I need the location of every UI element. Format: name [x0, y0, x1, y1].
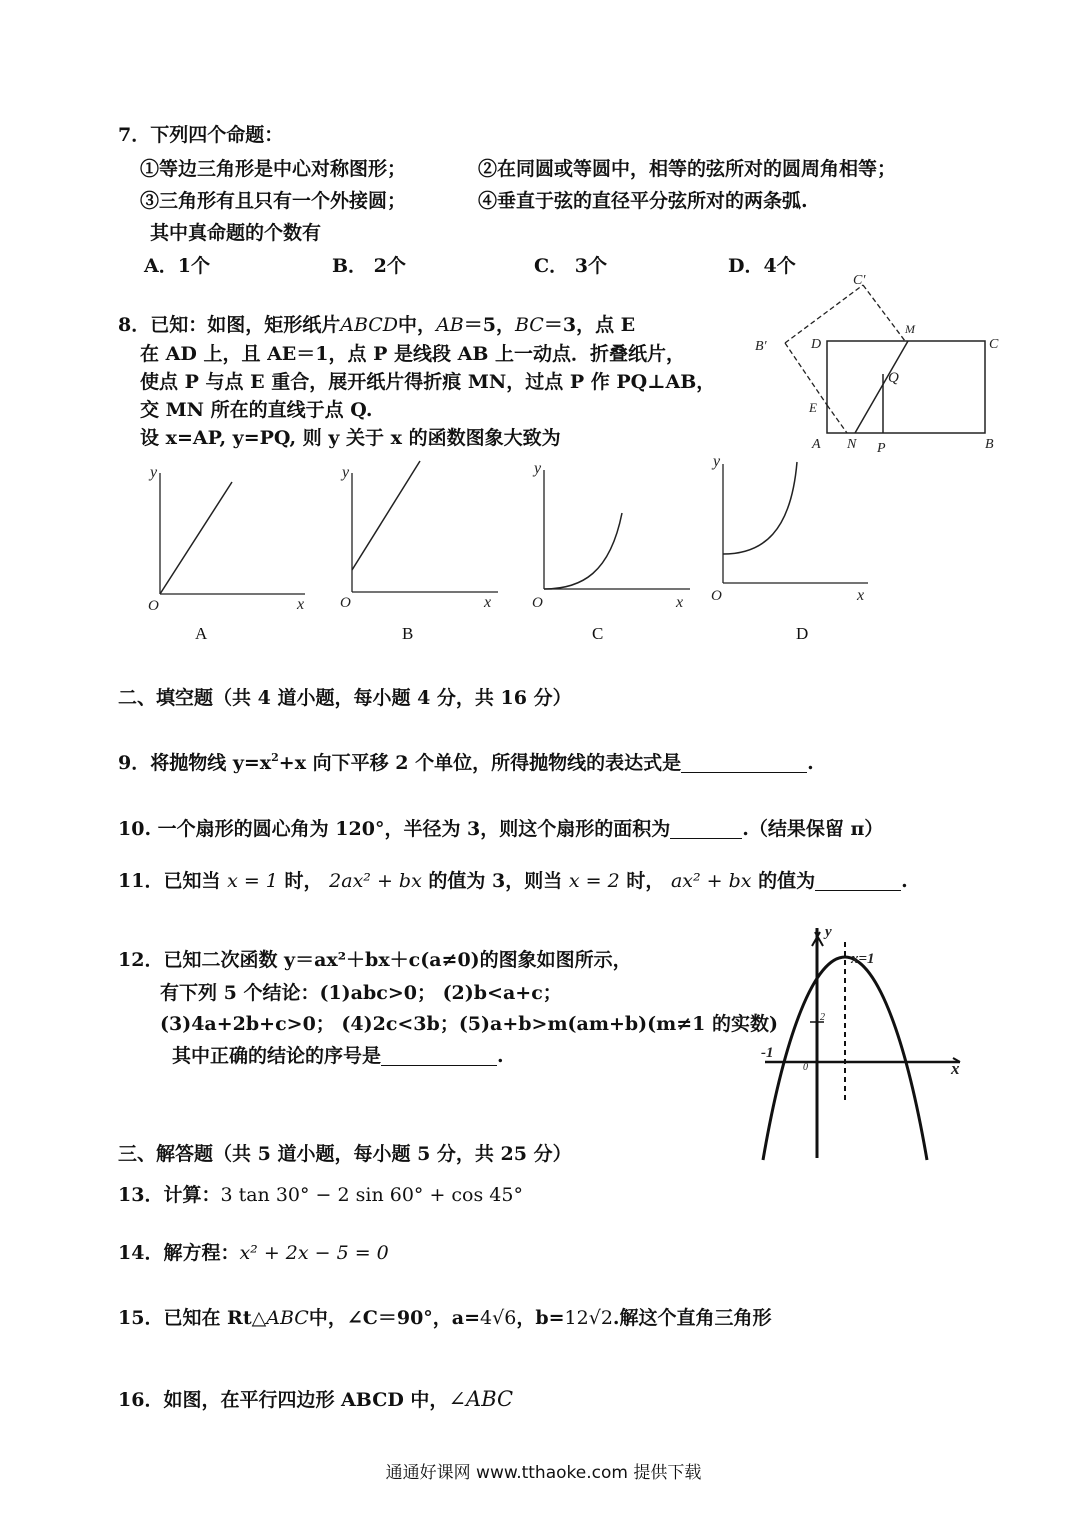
q12-line-3: (3)4a+2b+c>0； (4)2c<3b；(5)a+b>m(am+b)(m≠1 的实数)	[160, 1013, 778, 1035]
q7-proposition-3: ③三角形有且只有一个外接圆；	[140, 190, 407, 212]
x-label: x	[857, 587, 865, 604]
origin-label: O	[148, 598, 159, 614]
q16-text: 16．如图，在平行四边形 ABCD 中，	[118, 1389, 449, 1411]
rectangle-abcd	[827, 341, 985, 433]
q8-bc: BC	[514, 314, 544, 336]
symmetry-label: x=1	[851, 951, 875, 967]
q14-expression: x² + 2x − 5 = 0	[239, 1242, 389, 1264]
fold-edge-right	[863, 285, 905, 341]
q11-end: .	[901, 870, 908, 892]
q16-angle: ∠ABC	[448, 1387, 514, 1411]
y-label: y	[713, 453, 721, 470]
graph-line	[352, 461, 420, 570]
origin-label: O	[340, 595, 351, 611]
q8-line-3: 使点 P 与点 E 重合，展开纸片得折痕 MN，过点 P 作 PQ⊥AB，	[140, 371, 716, 393]
fold-edge-top	[785, 285, 863, 343]
q15-triangle-name: ABC	[266, 1307, 309, 1329]
graph-caption-b: B	[402, 624, 414, 643]
q8-text: 8．已知：如图，矩形纸片	[118, 314, 341, 336]
q8-line-5: 设 x=AP, y=PQ, 则 y 关于 x 的函数图象大致为	[140, 427, 561, 449]
q16	[118, 1389, 513, 1410]
q7-option-b: B． 2个	[332, 255, 406, 277]
label-p: P	[877, 441, 886, 456]
q9-exponent: 2	[271, 751, 279, 764]
q13-expression: 3 tan 30° − 2 sin 60° + cos 45°	[220, 1184, 523, 1206]
graph-curve	[544, 513, 622, 589]
q8-line-2: 在 AD 上，且 AE＝1，点 P 是线段 AB 上一动点．折叠纸片，	[140, 343, 686, 365]
q9-text: +x 向下平移 2 个单位，所得抛物线的表达式是	[278, 752, 682, 774]
label-e: E	[809, 400, 817, 415]
q8-line-1	[118, 316, 635, 335]
q7-option-d: D．4个	[728, 255, 796, 277]
y-axis-label: y	[825, 924, 832, 940]
q8-abcd: ABCD	[340, 314, 399, 336]
q12-line-4	[172, 1047, 504, 1066]
q7-proposition-1: ①等边三角形是中心对称图形；	[140, 158, 407, 180]
q12-line-2: 有下列 5 个结论：(1)abc>0； (2)b<a+c；	[160, 982, 562, 1004]
graph-option-c	[522, 455, 697, 620]
q15-a-value: 4√6	[480, 1307, 517, 1329]
q11-expression-2: ax² + bx	[670, 870, 752, 892]
q7-title: 7．下列四个命题：	[118, 124, 284, 146]
q8-text: ＝5，	[463, 314, 515, 336]
q12-text: 其中正确的结论的序号是	[172, 1045, 382, 1067]
x-label: x	[297, 596, 305, 613]
graph-caption-a: A	[195, 624, 208, 643]
q8-fold-figure	[755, 270, 1005, 460]
y-label: y	[150, 464, 158, 481]
q11-condition-2: x = 2	[568, 870, 620, 892]
graph-option-d	[703, 452, 878, 617]
q10-end: .（结果保留 π）	[742, 818, 884, 840]
two-label: 2	[820, 1012, 825, 1023]
x-label: x	[676, 594, 684, 611]
q15-b-value: 12√2	[564, 1307, 613, 1329]
q11-expression-1: 2ax² + bx	[329, 870, 422, 892]
section-2-heading: 二、填空题（共 4 道小题，每小题 4 分，共 16 分）	[118, 687, 572, 709]
y-label: y	[342, 464, 350, 481]
q9	[118, 751, 814, 774]
q11-text: 11．已知当	[118, 870, 221, 892]
q8-text: 中，	[398, 314, 437, 336]
graph-line	[160, 482, 232, 594]
q9-answer-blank[interactable]	[681, 754, 807, 773]
crease-mn	[855, 341, 908, 433]
q13-label: 13．计算：	[118, 1184, 221, 1206]
x-label: x	[484, 594, 492, 611]
q12-line-1: 12．已知二次函数 y＝ax²＋bx＋c(a≠0)的图象如图所示，	[118, 949, 632, 971]
q10-text: 10. 一个扇形的圆心角为 120°，半径为 3，则这个扇形的面积为	[118, 818, 671, 840]
graph-option-b	[330, 455, 505, 620]
q11-text: 时，	[626, 870, 665, 892]
x-axis-label: x	[951, 1059, 960, 1078]
page-footer: 通通好课网 www.tthaoke.com 提供下载	[385, 1463, 702, 1483]
q15-text: ，b=	[516, 1307, 565, 1329]
q12-answer-blank[interactable]	[381, 1047, 497, 1066]
label-a: A	[812, 437, 821, 452]
q11	[118, 872, 908, 891]
q11-answer-blank[interactable]	[815, 872, 901, 891]
q10	[118, 820, 883, 839]
q8-text: ＝3，点 E	[543, 314, 636, 336]
label-c-prime: C′	[853, 273, 866, 288]
q15-text: .解这个直角三角形	[612, 1307, 772, 1329]
label-b-prime: B′	[755, 339, 767, 354]
graph-curve	[723, 462, 797, 554]
section-3-heading: 三、解答题（共 5 道小题，每小题 5 分，共 25 分）	[118, 1143, 572, 1165]
q7-option-a: A．1个	[144, 255, 210, 277]
origin-label: O	[532, 595, 543, 611]
q7-option-c: C． 3个	[534, 255, 607, 277]
q9-text: 9．将抛物线 y=x	[118, 752, 272, 774]
y-label: y	[534, 460, 542, 477]
label-m: M	[905, 322, 915, 336]
q11-text: 的值为	[758, 870, 816, 892]
label-c: C	[989, 337, 999, 352]
label-b: B	[985, 437, 994, 452]
q15	[118, 1309, 772, 1328]
q15-text: 中，∠C＝90°，a=	[308, 1307, 481, 1329]
q8-line-4: 交 MN 所在的直线于点 Q.	[140, 399, 373, 421]
graph-caption-c: C	[592, 624, 604, 643]
zero-label: 0	[803, 1062, 808, 1073]
q11-text: 的值为 3，则当	[428, 870, 563, 892]
q15-text: 15．已知在 Rt△	[118, 1307, 267, 1329]
fold-edge-left	[785, 343, 827, 405]
q7-question: 其中真命题的个数有	[150, 222, 322, 244]
q12-end: .	[497, 1045, 504, 1067]
origin-label: O	[711, 588, 722, 604]
q7-proposition-4: ④垂直于弦的直径平分弦所对的两条弧.	[478, 190, 808, 212]
q8-ab: AB	[436, 314, 464, 336]
label-d: D	[811, 337, 822, 352]
graph-caption-d: D	[796, 624, 809, 643]
q11-condition-1: x = 1	[227, 870, 278, 892]
q11-text: 时，	[284, 870, 323, 892]
q12-parabola-figure	[755, 922, 970, 1162]
label-n: N	[847, 437, 857, 452]
q7-proposition-2: ②在同圆或等圆中，相等的弦所对的圆周角相等；	[478, 158, 897, 180]
q9-end: .	[807, 752, 814, 774]
q14	[118, 1244, 389, 1263]
neg-one-label: -1	[761, 1045, 774, 1061]
graph-option-a	[140, 455, 315, 620]
fold-edge-bottom	[827, 405, 847, 433]
q10-answer-blank[interactable]	[670, 820, 742, 839]
q14-label: 14．解方程：	[118, 1242, 240, 1264]
q13	[118, 1186, 523, 1205]
label-q: Q	[888, 370, 899, 386]
